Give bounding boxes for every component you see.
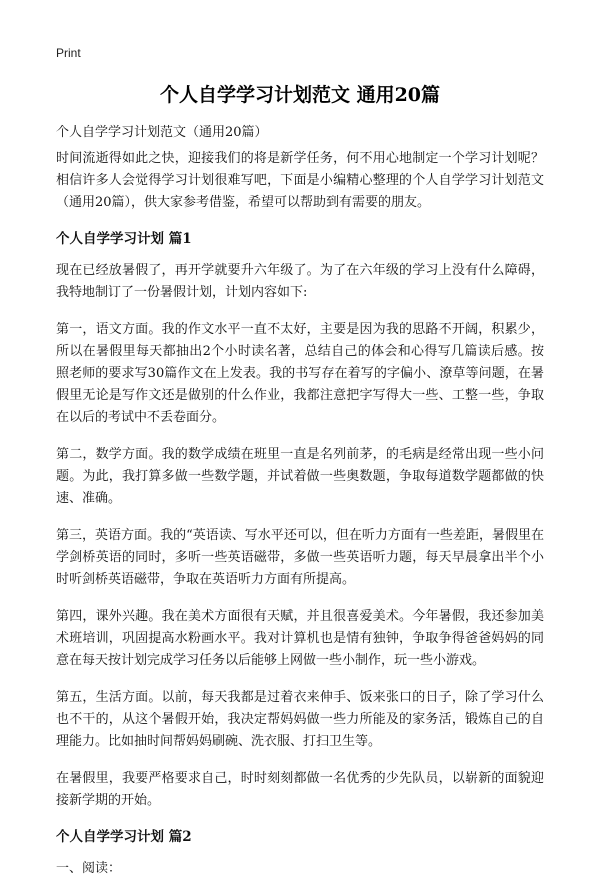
section-heading: 个人自学学习计划 篇1	[56, 231, 192, 247]
paragraph: 现在已经放暑假了，再开学就要升六年级了。为了在六年级的学习上没有什么障碍，我特地制订了一份暑假计划，计划内容如下:	[56, 263, 544, 300]
paragraph: 第四，课外兴趣。我在美术方面很有天赋，并且很喜爱美术。今年暑假，我还参加美术班培训，巩固提高水粉画水平。我对计算机也是情有独钟，争取争得爸爸妈妈的同意在每天按计划完成学习任务以后能够上网做一些小制作，玩一些小游戏。	[56, 609, 544, 668]
intro-paragraph: 时间流逝得如此之快，迎接我们的将是新学任务，何不用心地制定一个学习计划呢？相信许多人会觉得学习计划很难写吧，下面是小编精心整理的个人自学学习计划范文（通用20篇），供大家参考借鉴，希望可以帮助到有需要的朋友。	[56, 151, 544, 210]
page-title: 个人自学学习计划范文 通用20篇	[159, 84, 441, 106]
document-body	[56, 148, 544, 895]
paragraph: 在暑假里，我要严格要求自己，时时刻刻都做一名优秀的少先队员，以崭新的面貌迎接新学期的开始。	[56, 771, 544, 808]
paragraph: 第三，英语方面。我的“英语读、写水平还可以，但在听力方面有一些差距，暑假里在学剑桥英语的同时，多听一些英语磁带，多做一些英语听力题，每天早晨拿出半个小时听剑桥英语磁带，争取在英语听力方面有所提高。	[56, 528, 544, 587]
document-subtitle: 个人自学学习计划范文（通用20篇）	[56, 125, 268, 140]
paragraph: 一、阅读：	[56, 861, 122, 876]
paragraph: 第二，数学方面。我的数学成绩在班里一直是名列前茅，的毛病是经常出现一些小问题。为此，我打算多做一些数学题，并试着做一些奥数题，争取每道数学题都做的快速、准确。	[56, 447, 544, 506]
paragraph: 第一，语文方面。我的作文水平一直不太好，主要是因为我的思路不开阔，积累少，所以在暑假里每天都抽出2个小时读名著，总结自己的体会和心得写几篇读后感。按照老师的要求写30篇作文在上发表。我的书写存在着写的字偏小、潦草等问题，在暑假里无论是写作文还是做别的什么作业，我都注意把字写得大一些、工整一些，争取在以后的考试中不丢卷面分。	[56, 322, 544, 425]
paragraph: 第五，生活方面。以前，每天我都是过着衣来伸手、饭来张口的日子，除了学习什么也不干的，从这个暑假开始，我决定帮妈妈做一些力所能及的家务活，锻炼自己的自理能力。比如抽时间帮妈妈刷碗、洗衣服、打扫卫生等。	[56, 690, 544, 749]
section-heading: 个人自学学习计划 篇2	[56, 829, 192, 845]
print-link[interactable]: Print	[56, 46, 81, 60]
